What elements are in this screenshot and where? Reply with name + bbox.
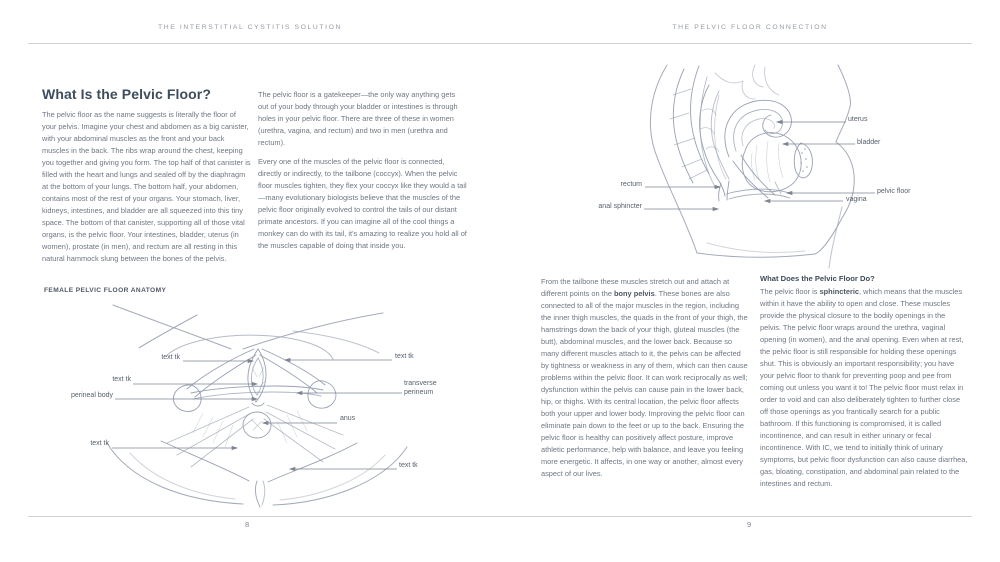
paragraph: The pelvic floor as the name suggests is literally the floor of your pelvis. Imagine your chest and abdomen as a big canister, with your abdominal muscles as the front and your back muscles in the back. The ribs wrap around the chest, keeping you together and giving you form. The top half of that canister is filled with the heart and lungs and sealed off by the diaphragm at the bottom of your lungs. The bottom half, your abdomen, contains most of the rest of your organs. Your stomach, liver, kidneys, intestines, and bladder are all squeezed into this tiny space. The bottom of that canister, supporting all of those vital organs, is the pelvic floor. Your intestines, bladder, uterus (in women), prostate (in men), and rectum are all resting in this natural hammock slung between the bones of the pelvis. [42,110,251,263]
figure-label: vagina [846,196,867,203]
figure-label: text tk [161,354,180,361]
figure-label: anus [340,415,356,422]
figure-label: text tk [399,462,418,469]
paragraph: The pelvic floor is a gatekeeper—the only way anything gets out of your body through your bladder or intestines is through holes in your pelvic floor. There are three of these in women (urethra, vagina, and rectum) and two in men (urethra and rectum). [258,90,458,147]
figure-caption: FEMALE PELVIC FLOOR ANATOMY [44,287,167,294]
bold-term: sphincteric [819,287,859,296]
page-title: What Is the Pelvic Floor? [42,86,211,102]
figure-label: transverse perineum [404,380,437,396]
paragraph-text: From the tailbone these muscles stretch out and attach at different points on the [541,277,730,298]
running-head-left: THE INTERSTITIAL CYSTITIS SOLUTION [157,24,343,31]
paragraph [541,276,749,480]
paragraph: Every one of the muscles of the pelvic floor is connected, directly or indirectly, to the tailbone (coccyx). When the pelvic floor muscles tighten, they flex your coccyx like they would a tail—many evolutionary biologists believe that the muscles of the pelvic floor originally evolved to control the tails of our distant primate ancestors. If you can imagine all of the cool things a monkey can do with its tail, it's amazing to realize you hold all of the muscles capable of doing that inside you. [258,157,467,250]
right-page-column-2 [760,286,968,497]
figure-label: uterus [848,116,868,123]
leader-lines [644,120,875,210]
paragraph [760,286,968,490]
figure-label: perineal body [70,392,113,399]
section-heading: What Does the Pelvic Floor Do? [760,274,875,283]
figure-label: pelvic floor [877,188,911,195]
right-page-column-1 [541,276,749,487]
figure-label: bladder [857,139,881,146]
body-outline [650,65,854,268]
left-page-column-1 [42,109,251,272]
figure-label: text tk [90,440,109,447]
figure-label: text tk [395,353,414,360]
figure-label: anal sphincter [598,203,642,210]
pelvis-sagittal-sketch [595,55,970,270]
figure-label: text tk [112,376,131,383]
paragraph-text: The pelvic floor is [760,287,820,296]
top-rule [28,43,972,44]
bold-term: bony pelvis [614,289,655,298]
page-number-right: 9 [747,520,752,529]
paragraph-text: . These bones are also connected to all of the major muscles in the region, including the inner thigh muscles, the quads in the front of your thigh, the hamstrings down the back of your thigh, gluteal muscles (the butt), abdominal muscles, and the lower back. Because so many different muscles attach to it, the pelvis can be affected by tightness or weakness in any of them, which can then cause problems within the pelvic floor. It can work reciprocally as well; dysfunction within the pelvis can cause pain in the lower back, hip, or thighs. With its central location, the pelvic floor affects both your upper and lower body. Improving the pelvic floor can eliminate pain down to the feet or up to the back. Ensuring the pelvic floor is healthy can positively affect posture, improve athletic performance, help with balance, and leave you feeling more energetic. It affects, in one way or another, almost every aspect of our lives. [541,289,748,478]
running-head-right: THE PELVIC FLOOR CONNECTION [672,24,828,31]
figure-label: rectum [620,181,642,188]
female-pelvic-floor-figure [35,285,480,520]
sketch-muscles [161,349,357,482]
female-pelvic-floor-sketch [35,285,480,520]
page-number-left: 8 [245,520,250,529]
organs [670,65,812,201]
paragraph-text: , which means that the muscles within it have the ability to open and close. These muscles provide the physical closure to the bodily openings in the pelvis. The pelvic floor wraps around the urethra, vaginal opening (in women), and the anal opening. Even when at rest, the pelvic floor is still responsible for holding these openings shut. This is obviously an important responsibility; you have your pelvic floor to thank for preventing poop and pee from coming out unless you want it to! The pelvic floor must relax in order to void and can also deliberately tighten to further close off those openings as you frantically search for a public bathroom. If this functioning is compromised, it is called incontinence, and can result in either urinary or fecal incontinence. With IC, we tend to initially think of urinary symptoms, but pelvic floor dysfunction can also cause diarrhea, gas, bloating, constipation, and abdominal pain related to the intestines and rectum. [760,287,968,488]
left-page-column-2 [258,89,467,259]
pelvis-sagittal-figure [595,55,970,270]
